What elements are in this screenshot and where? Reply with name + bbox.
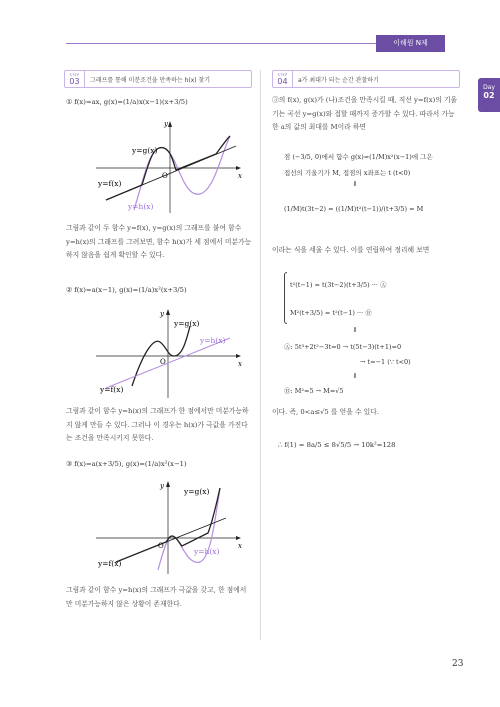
step4-solve-b: Ⓑ: M²=5 → M=√5	[284, 387, 344, 395]
case3-y-arrow	[166, 481, 170, 487]
case3-y-label: y	[160, 482, 164, 490]
case2-f-label: y=f(x)	[100, 385, 124, 394]
day-label: Day	[483, 84, 495, 91]
case2-origin: O	[160, 358, 166, 366]
system-eq-b: M²(t+3/5) = t²(t−1) ··· Ⓑ	[290, 309, 372, 317]
step4-tag	[273, 71, 293, 87]
step4-title: a가 최대가 되는 순간 관찰하기	[298, 76, 379, 84]
case3-g-curve	[158, 488, 220, 570]
case3-origin: O	[158, 542, 164, 550]
step4-tangent-statement: 접선의 기울기가 M, 접점의 x좌표는 t (t<0)	[284, 169, 411, 177]
case1-h-label: y=h(x)	[128, 202, 154, 211]
header-badge: 이해원 N제	[376, 35, 445, 52]
step3-title: 그래프를 통해 미분조건을 만족하는 h(x) 찾기	[90, 76, 211, 84]
step4-arrow-1: ⇓	[352, 180, 358, 188]
case2-paragraph: 그림과 같이 함수 y=h(x)의 그래프가 한 점에서만 미분가능하지 않게 만들 수 있다. 그러나 이 경우는 h(x)가 극값을 가진다는 조건을 만족시키지 못한다.	[66, 407, 249, 442]
step3-tag-num: 03	[69, 77, 80, 86]
case3-h-label: y=h(x)	[194, 547, 220, 556]
case3-paragraph: 그림과 같이 함수 y=h(x)의 그래프가 극값을 갖고, 한 점에서만 미분가능하지 않은 상황이 존재한다.	[66, 586, 247, 608]
case2-graph	[96, 306, 246, 401]
step3-tag	[65, 71, 85, 87]
case1-y-arrow	[168, 121, 172, 127]
step4-para2: 이라는 식을 세울 수 있다. 이를 연립하여 정리해 보면	[272, 246, 430, 254]
case1-g-label: y=g(x)	[132, 146, 158, 155]
system-eq-a: t²(t−1) = t(3t−2)(t+3/5) ··· Ⓐ	[290, 281, 387, 289]
case3-graph	[96, 478, 246, 578]
step3-tag-label: STEP	[69, 73, 80, 77]
case2-x-arrow	[236, 354, 241, 358]
case3-g-label: y=g(x)	[184, 487, 210, 496]
step4-para1: ③의 f(x), g(x)가 (나)조건을 만족시킬 때, 직선 y=f(x)의 기울기는 곡선 y=g(x)와 접할 때까지 증가할 수 있다. 따라서 가능한 a의 값의 최대를 M이라 하면	[272, 96, 458, 131]
case3-x-arrow	[236, 536, 241, 540]
step3-box	[64, 70, 252, 88]
case3-f-label: y=f(x)	[98, 559, 122, 568]
case3-formula: ③ f(x)=a(x+3/5), g(x)=(1/a)x²(x−1)	[66, 460, 187, 468]
case1-f-label: y=f(x)	[98, 179, 122, 188]
step4-equation: (1/M)t(3t−2) = ((1/M)t²(t−1))/(t+3/5) = M	[284, 205, 424, 213]
case1-paragraph: 그림과 같이 두 함수 y=f(x), y=g(x)의 그래프를 붙여 함수 y=h(x)의 그래프를 그려보면, 함수 h(x)가 세 점에서 미분가능하지 않음을 쉽게 확인할 수 있다.	[66, 224, 252, 259]
case2-formula: ② f(x)=a(x−1), g(x)=(1/a)x²(x+3/5)	[66, 286, 187, 294]
case2-y-label: y	[160, 310, 164, 318]
case1-origin: O	[162, 172, 168, 180]
day-tab	[478, 78, 500, 112]
step4-tag-num: 04	[277, 77, 288, 86]
case2-y-arrow	[166, 309, 170, 315]
column-divider	[260, 70, 261, 640]
step4-solve-a2: → t=−1 (∵ t<0)	[360, 358, 411, 366]
step4-arrow-2: ⇓	[352, 326, 358, 334]
case1-formula: ① f(x)=ax, g(x)=(1/a)x(x−1)(x+3/5)	[66, 98, 188, 106]
step4-arrow-3: ⇓	[352, 372, 358, 380]
step4-para3: 이다. 즉, 0<a≤√5 를 얻을 수 있다.	[272, 408, 379, 416]
case2-x-label: x	[238, 360, 242, 368]
case1-x-label: x	[238, 172, 242, 180]
page-number: 23	[452, 659, 464, 669]
case2-g-label: y=g(x)	[174, 319, 200, 328]
step4-point-statement: 점 (−3/5, 0)에서 함수 g(x)=(1/M)x²(x−1)에 그은	[284, 153, 433, 161]
step4-tag-label: STEP	[277, 73, 288, 77]
case3-x-label: x	[238, 542, 242, 550]
step4-box	[272, 70, 460, 88]
day-number: 02	[483, 91, 495, 100]
system-brace	[284, 272, 287, 324]
final-answer: ∴ f(1) = 8a/5 ≤ 8√5/5 → 10k²=128	[278, 441, 396, 449]
case2-h-label: y=h(x)	[200, 336, 226, 345]
case1-x-arrow	[236, 166, 241, 170]
case1-y-label: y	[164, 120, 168, 128]
step4-solve-a: Ⓐ: 5t³+2t²−3t=0 → t(5t−3)(t+1)=0	[284, 343, 402, 351]
case1-graph	[96, 118, 246, 218]
